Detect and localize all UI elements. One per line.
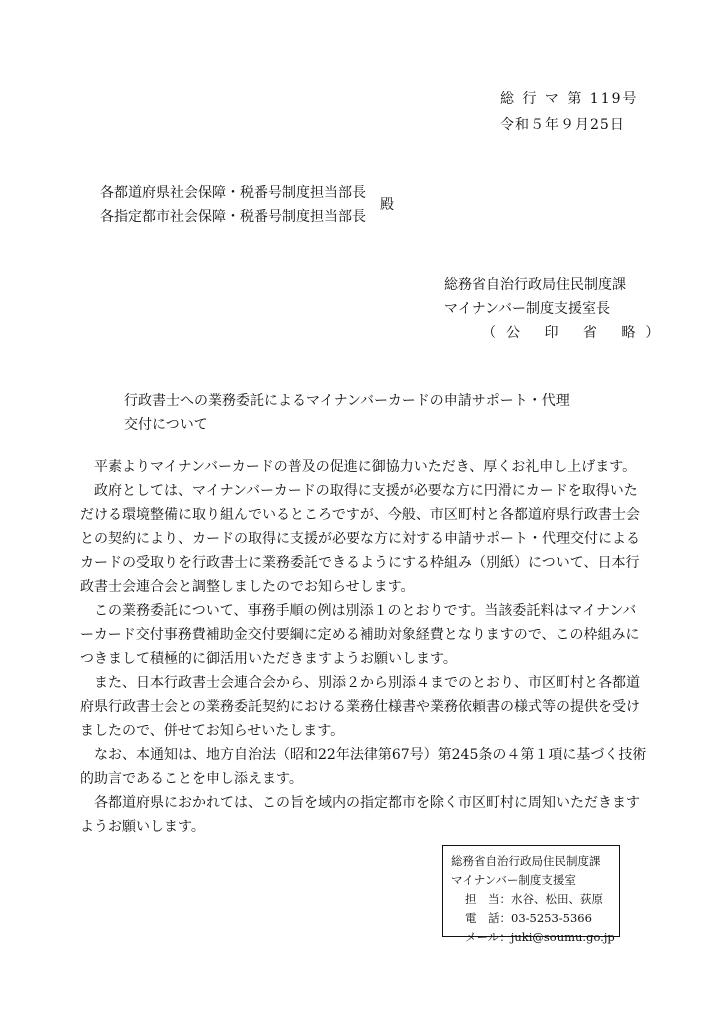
addressee-line-designated-cities: 各指定都市社会保障・税番号制度担当部長 bbox=[100, 209, 366, 225]
addressee-honorific: 殿 bbox=[380, 197, 394, 213]
contact-info-box bbox=[442, 845, 620, 944]
document-date: 令和５年９月25日 bbox=[500, 117, 625, 133]
contact-staff: 担 当：水谷、松田、荻原 bbox=[465, 892, 603, 906]
body-line: 的助言であることを申し添えます。 bbox=[80, 771, 303, 787]
body-line: との契約により、カードの取得に支援が必要な方に対する申請サポート・代理交付による bbox=[80, 531, 640, 547]
contact-phone: 電 話：03-5253-5366 bbox=[465, 911, 592, 925]
body-line: 府県行政書士会との業務委託契約における業務仕様書や業務依頼書の様式等の提供を受け bbox=[80, 699, 640, 715]
contact-organization: 総務省自治行政局住民制度課 bbox=[451, 854, 601, 868]
subject-line: 行政書士への業務委託によるマイナンバーカードの申請サポート・代理 bbox=[124, 393, 570, 409]
contact-office: マイナンバー制度支援室 bbox=[451, 873, 576, 887]
sender-title: マイナンバー制度支援室長 bbox=[444, 301, 611, 317]
body-line: ーカード交付事務費補助金交付要綱に定める補助対象経費となりますので、この枠組みに bbox=[80, 627, 640, 643]
subject bbox=[124, 389, 570, 437]
body-line: 政書士会連合会と調整しましたのでお知らせします。 bbox=[80, 579, 415, 595]
body-line: 政府としては、マイナンバーカードの取得に支援が必要な方に円滑にカードを取得いた bbox=[80, 483, 638, 499]
sender-organization: 総務省自治行政局住民制度課 bbox=[444, 277, 626, 293]
body-line: ましたので、併せてお知らせいたします。 bbox=[80, 723, 345, 739]
body-line: だける環境整備に取り組んでいるところですが、今般、市区町村と各都道府県行政書士会 bbox=[80, 507, 640, 523]
seal-omitted-note: （公 印 省 略） bbox=[482, 325, 670, 341]
body-line: この業務委託について、事務手順の例は別添１のとおりです。当該委託料はマイナンバ bbox=[80, 603, 637, 619]
addressee-line-prefectures: 各都道府県社会保障・税番号制度担当部長 bbox=[100, 185, 366, 201]
body-text bbox=[80, 455, 660, 839]
body-line: また、日本行政書士会連合会から、別添２から別添４までのとおり、市区町村と各都道 bbox=[80, 675, 640, 691]
subject-line: 交付について bbox=[124, 417, 208, 433]
contact-email: メール：juki@soumu.go.jp bbox=[465, 930, 615, 944]
body-line: カードの受取りを行政書士に業務委託できるようにする枠組み（別紙）について、日本行 bbox=[80, 555, 640, 571]
body-line: ようお願いします。 bbox=[80, 819, 205, 835]
document-number: 総 行 マ 第 119号 bbox=[500, 91, 639, 107]
body-line: つきまして積極的に御活用いただきますようお願いします。 bbox=[80, 651, 457, 667]
body-line: なお、本通知は、地方自治法（昭和22年法律第67号）第245条の４第１項に基づく技術 bbox=[80, 747, 647, 763]
body-line: 各都道府県におかれては、この旨を域内の指定都市を除く市区町村に周知いただきます bbox=[80, 795, 640, 811]
body-line: 平素よりマイナンバーカードの普及の促進に御協力いただき、厚くお礼申し上げます。 bbox=[80, 459, 637, 475]
